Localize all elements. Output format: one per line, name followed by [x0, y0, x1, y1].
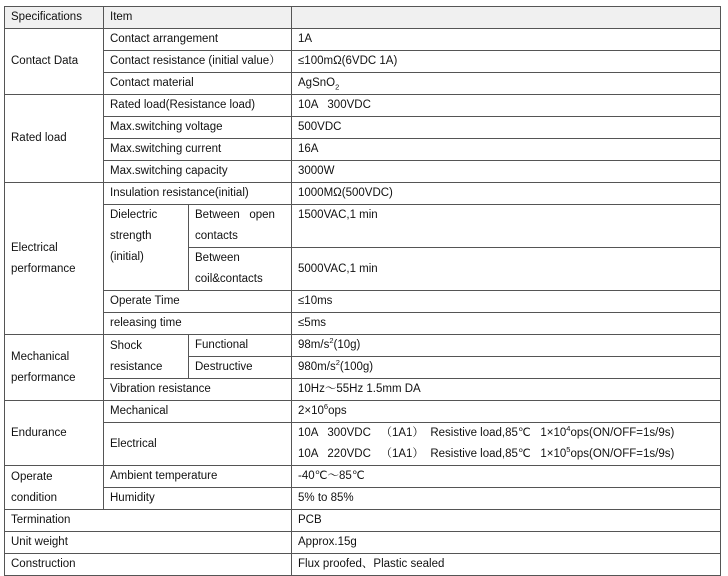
header-value — [292, 7, 721, 29]
item-termination: Termination — [5, 510, 292, 532]
value-main: 2×10 — [298, 405, 324, 417]
item-shock-functional: Functional — [189, 335, 292, 357]
item-unit-weight: Unit weight — [5, 532, 292, 554]
table-row — [5, 51, 721, 73]
section-label-line: performance — [11, 371, 76, 384]
section-label-line: Electrical — [11, 241, 58, 254]
section-label-line: performance — [11, 262, 76, 275]
table-row — [5, 532, 721, 554]
value-superscript: 2 — [329, 336, 334, 346]
item-between-open-contacts — [189, 205, 292, 248]
table-row — [5, 161, 721, 183]
value-releasing-time: ≤5ms — [292, 313, 721, 335]
section-operate-condition — [5, 466, 104, 510]
table-row — [5, 554, 721, 576]
item-line: Between open — [195, 209, 275, 221]
item-shock-resistance — [104, 335, 189, 379]
table-row — [5, 466, 721, 488]
value-tail: ops(ON/OFF=1s/9s) — [570, 448, 675, 460]
value-max-switching-capacity: 3000W — [292, 161, 721, 183]
value-main: 10A 300VDC （1A1） Resistive load,85℃ 1×10 — [298, 427, 567, 439]
table-row — [5, 95, 721, 117]
item-insulation-resistance: Insulation resistance(initial) — [104, 183, 292, 205]
value-contact-material — [292, 73, 721, 95]
item-rated-load: Rated load(Resistance load) — [104, 95, 292, 117]
value-operate-time: ≤10ms — [292, 291, 721, 313]
item-vibration-resistance: Vibration resistance — [104, 379, 292, 401]
section-rated-load: Rated load — [5, 95, 104, 183]
value-main: 98m/s — [298, 339, 330, 351]
item-shock-destructive: Destructive — [189, 357, 292, 379]
section-label-line: condition — [11, 491, 58, 504]
item-contact-material: Contact material — [104, 73, 292, 95]
table-row — [5, 291, 721, 313]
section-label-line: Mechanical — [11, 350, 70, 363]
item-endurance-mechanical: Mechanical — [104, 401, 292, 423]
header-item: Item — [104, 7, 292, 29]
item-line: Between — [195, 252, 240, 264]
value-main: 10A 220VDC （1A1） Resistive load,85℃ 1×10 — [298, 448, 567, 460]
table-row — [5, 510, 721, 532]
table-row — [5, 73, 721, 95]
value-shock-destructive — [292, 357, 721, 379]
dielectric-label-line: Dielectric — [110, 209, 158, 221]
value-tail: (10g) — [333, 339, 361, 351]
item-humidity: Humidity — [104, 488, 292, 510]
value-contact-resistance: ≤100mΩ(6VDC 1A) — [292, 51, 721, 73]
table-row — [5, 29, 721, 51]
value-termination: PCB — [292, 510, 721, 532]
value-rated-load: 10A 300VDC — [292, 95, 721, 117]
value-tail: ops(ON/OFF=1s/9s) — [570, 427, 675, 439]
section-endurance: Endurance — [5, 401, 104, 466]
table-row — [5, 423, 721, 466]
value-max-switching-voltage: 500VDC — [292, 117, 721, 139]
item-max-switching-current: Max.switching current — [104, 139, 292, 161]
section-contact-data: Contact Data — [5, 29, 104, 95]
value-between-open-contacts: 1500VAC,1 min — [292, 205, 721, 248]
value-contact-arrangement: 1A — [292, 29, 721, 51]
value-subscript: 2 — [335, 82, 340, 92]
value-max-switching-current: 16A — [292, 139, 721, 161]
value-endurance-mechanical — [292, 401, 721, 423]
section-electrical-performance — [5, 183, 104, 335]
value-shock-functional — [292, 335, 721, 357]
value-tail: ops — [328, 405, 347, 417]
value-insulation-resistance: 1000MΩ(500VDC) — [292, 183, 721, 205]
value-vibration-resistance: 10Hz～55Hz 1.5mm DA — [292, 379, 721, 401]
table-row — [5, 117, 721, 139]
item-line: coil&contacts — [195, 273, 263, 285]
value-superscript: 4 — [566, 424, 571, 434]
value-humidity: 5% to 85% — [292, 488, 721, 510]
header-specifications: Specifications — [5, 7, 104, 29]
table-row — [5, 488, 721, 510]
item-contact-arrangement: Contact arrangement — [104, 29, 292, 51]
section-mechanical-performance — [5, 335, 104, 401]
item-dielectric-strength — [104, 205, 189, 291]
value-between-coil-contacts: 5000VAC,1 min — [292, 248, 721, 291]
item-releasing-time: releasing time — [104, 313, 292, 335]
item-construction: Construction — [5, 554, 292, 576]
item-line: contacts — [195, 230, 238, 242]
item-operate-time: Operate Time — [104, 291, 292, 313]
table-row — [5, 205, 721, 248]
value-superscript: 5 — [566, 445, 571, 455]
item-ambient-temperature: Ambient temperature — [104, 466, 292, 488]
table-row — [5, 183, 721, 205]
value-unit-weight: Approx.15g — [292, 532, 721, 554]
value-tail: (100g) — [339, 361, 374, 373]
dielectric-label-line: (initial) — [110, 251, 144, 263]
item-endurance-electrical: Electrical — [104, 423, 292, 466]
dielectric-label-line: strength — [110, 230, 152, 242]
value-ambient-temperature: -40℃～85℃ — [292, 466, 721, 488]
section-label-line: Operate — [11, 470, 53, 483]
table-row — [5, 313, 721, 335]
table-row — [5, 379, 721, 401]
shock-label-line: Shock — [110, 339, 142, 352]
specifications-table — [4, 6, 721, 576]
item-max-switching-voltage: Max.switching voltage — [104, 117, 292, 139]
table-header-row — [5, 7, 721, 29]
table-row — [5, 335, 721, 357]
value-main: 980m/s — [298, 361, 336, 373]
value-main: AgSnO — [298, 77, 336, 89]
shock-label-line: resistance — [110, 360, 163, 373]
value-endurance-electrical — [292, 423, 721, 466]
item-max-switching-capacity: Max.switching capacity — [104, 161, 292, 183]
value-superscript: 6 — [323, 402, 329, 412]
value-superscript: 2 — [335, 358, 340, 368]
item-between-coil-contacts — [189, 248, 292, 291]
value-construction: Flux proofed、Plastic sealed — [292, 554, 721, 576]
item-contact-resistance: Contact resistance (initial value） — [104, 51, 292, 73]
table-row — [5, 139, 721, 161]
table-row — [5, 401, 721, 423]
